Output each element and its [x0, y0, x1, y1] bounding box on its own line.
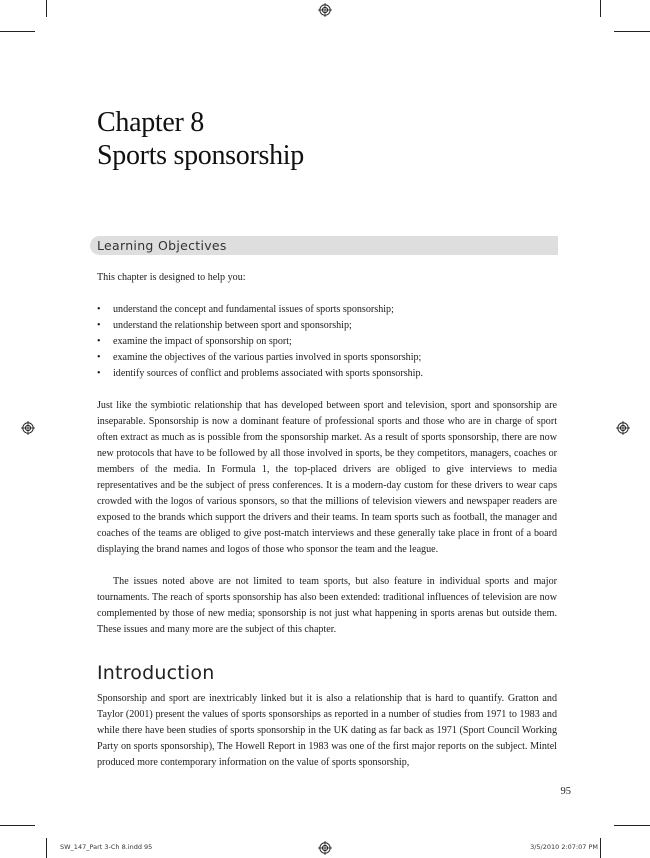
crop-mark	[614, 825, 650, 826]
list-item: • examine the objectives of the various parties involved in sports sponsorship;	[97, 350, 557, 366]
bullet-icon: •	[97, 352, 101, 363]
bullet-icon: •	[97, 320, 101, 331]
bullet-icon: •	[97, 368, 101, 379]
crop-mark	[46, 838, 47, 858]
crop-mark	[614, 31, 650, 32]
crop-mark	[0, 31, 35, 32]
objectives-intro: This chapter is designed to help you:	[97, 272, 246, 283]
page-number: 95	[560, 786, 571, 797]
list-item: • examine the impact of sponsorship on sport;	[97, 334, 557, 350]
list-item: • understand the concept and fundamental issues of sports sponsorship;	[97, 302, 557, 318]
crop-mark	[0, 825, 35, 826]
chapter-name: Sports sponsorship	[97, 140, 304, 171]
list-item: • identify sources of conflict and problems associated with sports sponsorship.	[97, 366, 557, 382]
bullet-icon: •	[97, 304, 101, 315]
objectives-list	[97, 302, 557, 382]
registration-mark-icon	[616, 421, 630, 435]
chapter-title	[97, 106, 304, 172]
body-paragraph: Sponsorship and sport are inextricably linked but it is also a relationship that is hard to quantify. Gratton and Taylor (2001) present the values of sports sponsorships as reported in a number of studies from 1971 to 1983 and while there have been studies of sports sponsorship in the UK dating as far back as 1971 (Sport Council Working Party on sports sponsorship), The Howell Report in 1983 was one of the first major reports on the subject. Mintel produced more contemporary information on the value of sports sponsorship,	[97, 693, 557, 768]
print-slug-file: SW_147_Part 3-Ch 8.indd 95	[60, 843, 153, 851]
learning-objectives-heading: Learning Objectives	[97, 238, 227, 253]
body-paragraph: Just like the symbiotic relationship that has developed between sport and television, sport and sponsorship are inseparable. Sponsorship is now a dominant feature of professional sports and those who are in charge of sport often extract as much as is possible from the sponsorship market. As a result of sports sponsorship, there are now new protocols that have to be followed by all those involved in sports, be they competitors, managers, coaches or members of the media. In Formula 1, the top-placed drivers are obliged to give interviews to media representatives and be the subject of press conferences. It is a modern-day custom for these drivers to wear caps crowded with the logos of various sponsors, so that the millions of television viewers and newspaper readers are exposed to the brands which support the drivers and their teams. In team sports such as football, the manager and coaches of the teams are obliged to give post-match interviews and these generally take place in front of a board displaying the brand names and logos of those who sponsor the team and the league.	[97, 400, 557, 555]
list-item: • understand the relationship between sport and sponsorship;	[97, 318, 557, 334]
crop-mark	[600, 0, 601, 17]
registration-mark-icon	[318, 841, 332, 855]
crop-mark	[600, 838, 601, 858]
body-paragraph: The issues noted above are not limited to team sports, but also feature in individual sports and major tournaments. The reach of sports sponsorship has also been extended: traditional influences of television are now complemented by those of new media; sponsorship is not just what happening in sports arenas but outside them. These issues and many more are the subject of this chapter.	[97, 576, 557, 635]
section-heading-introduction: Introduction	[97, 662, 215, 684]
bullet-icon: •	[97, 336, 101, 347]
crop-mark	[46, 0, 47, 17]
print-slug-timestamp: 3/5/2010 2:07:07 PM	[530, 843, 598, 851]
chapter-number: Chapter 8	[97, 107, 204, 138]
registration-mark-icon	[318, 3, 332, 17]
registration-mark-icon	[21, 421, 35, 435]
